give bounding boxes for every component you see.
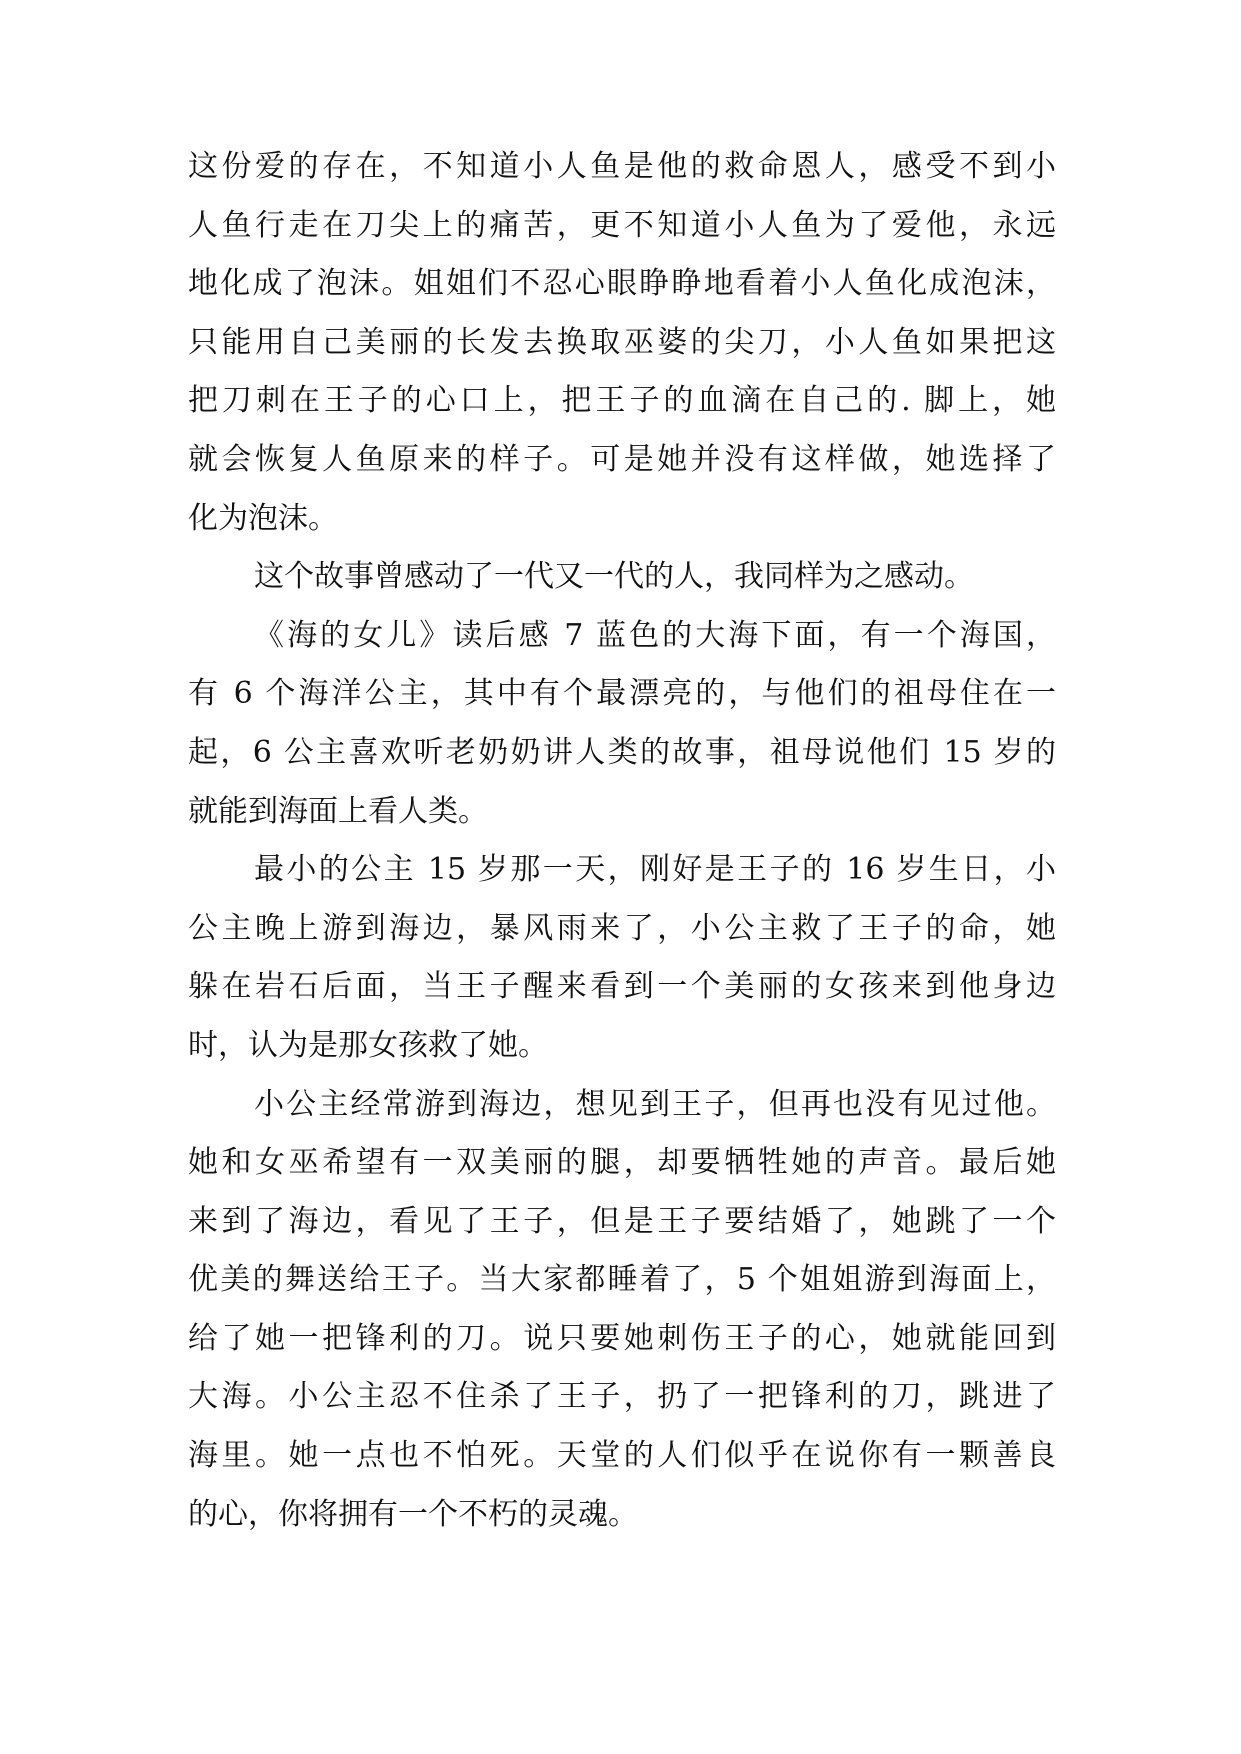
text-line: 就会恢复人鱼原来的样子。可是她并没有这样做，她选择了 xyxy=(188,441,1056,477)
text-line: 她和女巫希望有一双美丽的腿，却要牺牲她的声音。最后她 xyxy=(188,1145,1056,1181)
text-line: 把刀刺在王子的心口上，把王子的血滴在自己的. 脚上，她 xyxy=(188,383,1056,419)
text-line: 化为泡沫。 xyxy=(188,500,338,536)
text-line: 这份爱的存在，不知道小人鱼是他的救命恩人，感受不到小 xyxy=(188,149,1056,184)
paragraph-first-line: 最小的公主 15 岁那一天，刚好是王子的 16 岁生日，小 xyxy=(254,852,1056,888)
text-line: 的心，你将拥有一个不朽的灵魂。 xyxy=(188,1496,638,1532)
text-line: 躲在岩石后面，当王子醒来看到一个美丽的女孩来到他身边 xyxy=(188,969,1056,1005)
paragraph-first-line: 《海的女儿》读后感 7 蓝色的大海下面，有一个海国， xyxy=(254,617,1056,653)
text-line: 时，认为是那女孩救了她。 xyxy=(188,1027,548,1063)
text-line: 优美的舞送给王子。当大家都睡着了，5 个姐姐游到海面上， xyxy=(188,1262,1056,1298)
text-line: 起，6 公主喜欢听老奶奶讲人类的故事，祖母说他们 15 岁的 xyxy=(188,734,1056,770)
text-line: 只能用自己美丽的长发去换取巫婆的尖刀，小人鱼如果把这 xyxy=(188,324,1056,360)
text-line: 就能到海面上看人类。 xyxy=(188,793,488,829)
document-body xyxy=(188,138,1056,1544)
text-line: 地化成了泡沫。姐姐们不忍心眼睁睁地看着小人鱼化成泡沫， xyxy=(188,266,1056,302)
text-line: 给了她一把锋利的刀。说只要她刺伤王子的心，她就能回到 xyxy=(188,1320,1056,1356)
text-line: 来到了海边，看见了王子，但是王子要结婚了，她跳了一个 xyxy=(188,1203,1056,1239)
text-line: 大海。小公主忍不住杀了王子，扔了一把锋利的刀，跳进了 xyxy=(188,1379,1056,1415)
paragraph-first-line: 小公主经常游到海边，想见到王子，但再也没有见过他。 xyxy=(254,1086,1056,1122)
text-line: 有 6 个海洋公主，其中有个最漂亮的，与他们的祖母住在一 xyxy=(188,676,1056,712)
text-line: 海里。她一点也不怕死。天堂的人们似乎在说你有一颗善良 xyxy=(188,1438,1056,1474)
text-line: 公主晚上游到海边，暴风雨来了，小公主救了王子的命，她 xyxy=(188,910,1056,946)
paragraph-first-line: 这个故事曾感动了一代又一代的人，我同样为之感动。 xyxy=(254,559,974,595)
text-line: 人鱼行走在刀尖上的痛苦，更不知道小人鱼为了爱他，永远 xyxy=(188,207,1056,243)
